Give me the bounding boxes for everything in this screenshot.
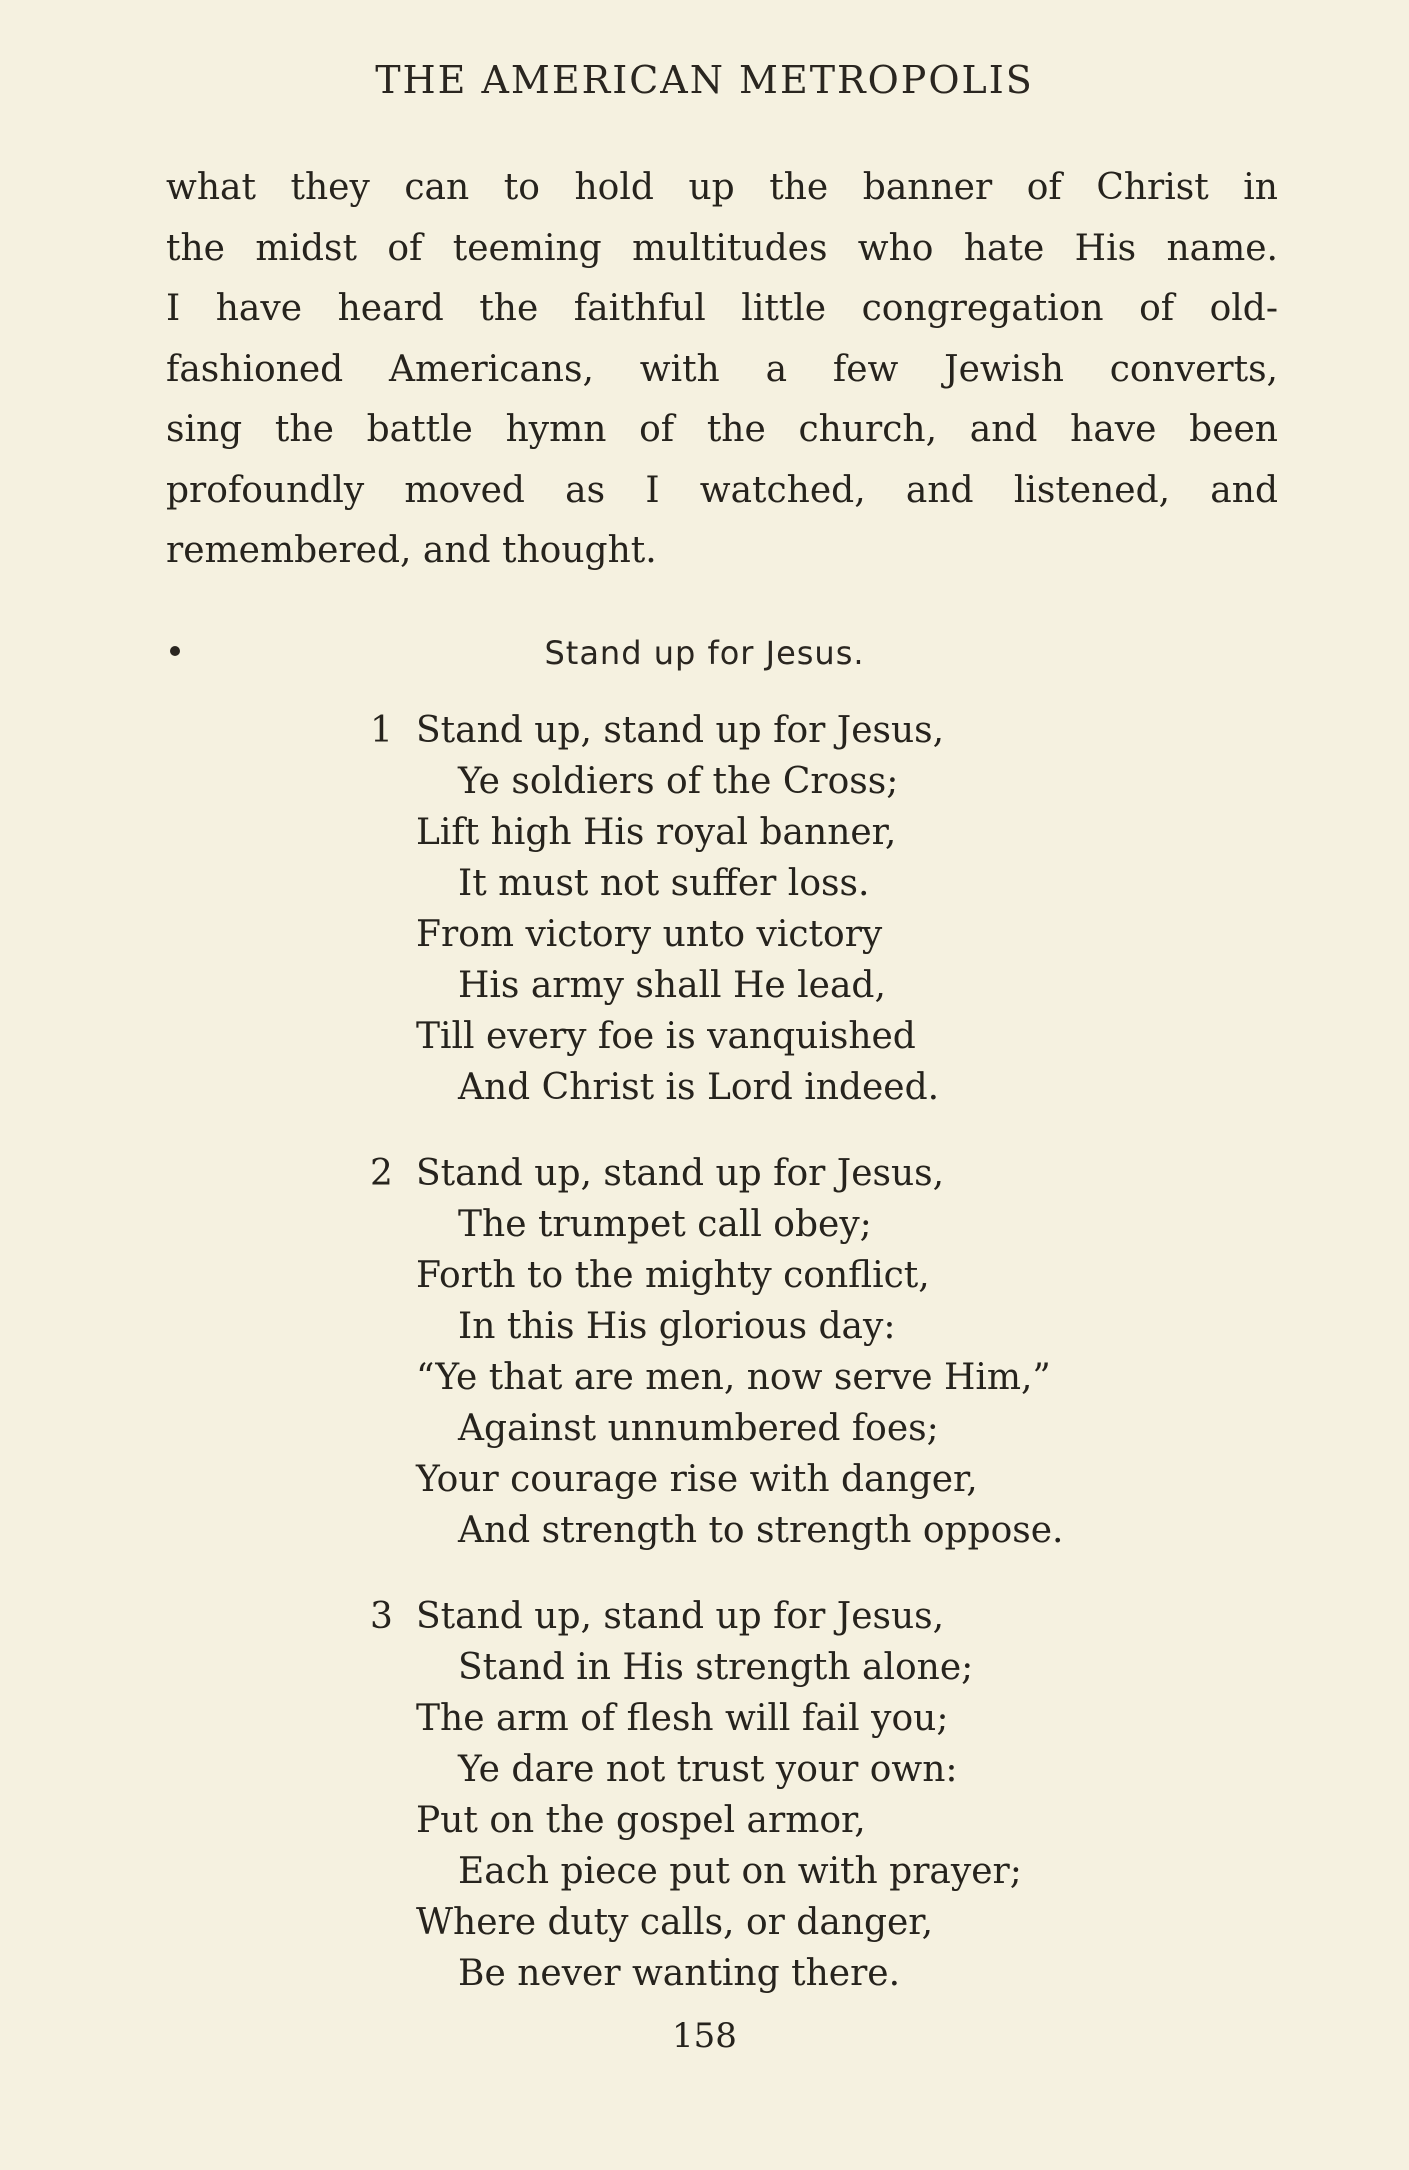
verse-line-text: From victory unto victory bbox=[416, 914, 883, 955]
paragraph-line: profoundly moved as I watched, and listened, and bbox=[166, 469, 1278, 511]
verse-line-text: Where duty calls, or danger, bbox=[416, 1902, 934, 1943]
verse-line-text: Ye dare not trust your own: bbox=[458, 1749, 958, 1790]
intro-paragraph bbox=[166, 158, 1278, 582]
paragraph-line: what they can to hold up the banner of Christ in bbox=[166, 167, 1278, 208]
verse-line-text: Forth to the mighty conflict, bbox=[416, 1255, 930, 1296]
verse-line-text: Against unnumbered foes; bbox=[458, 1408, 939, 1449]
verse-line-text: The arm of flesh will fail you; bbox=[416, 1698, 949, 1739]
verse-line-text: Each piece put on with prayer; bbox=[458, 1851, 1022, 1892]
verse-line-text: It must not suffer loss. bbox=[458, 863, 870, 904]
verse-line-text: His army shall He lead, bbox=[458, 965, 886, 1006]
verse-line-text: Ye soldiers of the Cross; bbox=[458, 761, 899, 802]
verse-line-text: Lift high His royal banner, bbox=[416, 812, 897, 853]
verse-line-text: In this His glorious day: bbox=[458, 1306, 896, 1347]
verse-line-text: Stand up, stand up for Jesus, bbox=[416, 1596, 945, 1637]
running-head: THE AMERICAN METROPOLIS bbox=[375, 58, 1034, 102]
paragraph-line: sing the battle hymn of the church, and have been bbox=[166, 409, 1278, 450]
page-number: 158 bbox=[672, 2016, 737, 2056]
hymn-title: Stand up for Jesus. bbox=[544, 634, 865, 672]
paragraph-line: remembered, and thought. bbox=[166, 530, 657, 571]
verse-line-text: Your courage rise with danger, bbox=[416, 1459, 978, 1500]
verse-number: 1 bbox=[370, 710, 393, 751]
verse-line-text: “Ye that are men, now serve Him,” bbox=[416, 1357, 1051, 1398]
paragraph-line: fashioned Americans, with a few Jewish converts, bbox=[166, 348, 1278, 390]
paragraph-line: the midst of teeming multitudes who hate His name. bbox=[166, 227, 1278, 269]
verse-line-text: The trumpet call obey; bbox=[458, 1204, 872, 1245]
verse-number: 3 bbox=[370, 1596, 393, 1637]
verse-line-text: And strength to strength oppose. bbox=[458, 1510, 1064, 1551]
verse-line-text: Till every foe is vanquished bbox=[416, 1016, 916, 1057]
verse-line-text: Stand up, stand up for Jesus, bbox=[416, 1153, 945, 1194]
verse-line-text: And Christ is Lord indeed. bbox=[458, 1067, 940, 1108]
paragraph-line: I have heard the faithful little congregation of old- bbox=[166, 288, 1278, 329]
verse-number: 2 bbox=[370, 1153, 393, 1194]
verse-line-text: Put on the gospel armor, bbox=[416, 1800, 866, 1841]
verse-line-text: Stand in His strength alone; bbox=[458, 1647, 974, 1688]
verse-line-text: Stand up, stand up for Jesus, bbox=[416, 710, 945, 751]
verse-line-text: Be never wanting there. bbox=[458, 1953, 901, 1994]
